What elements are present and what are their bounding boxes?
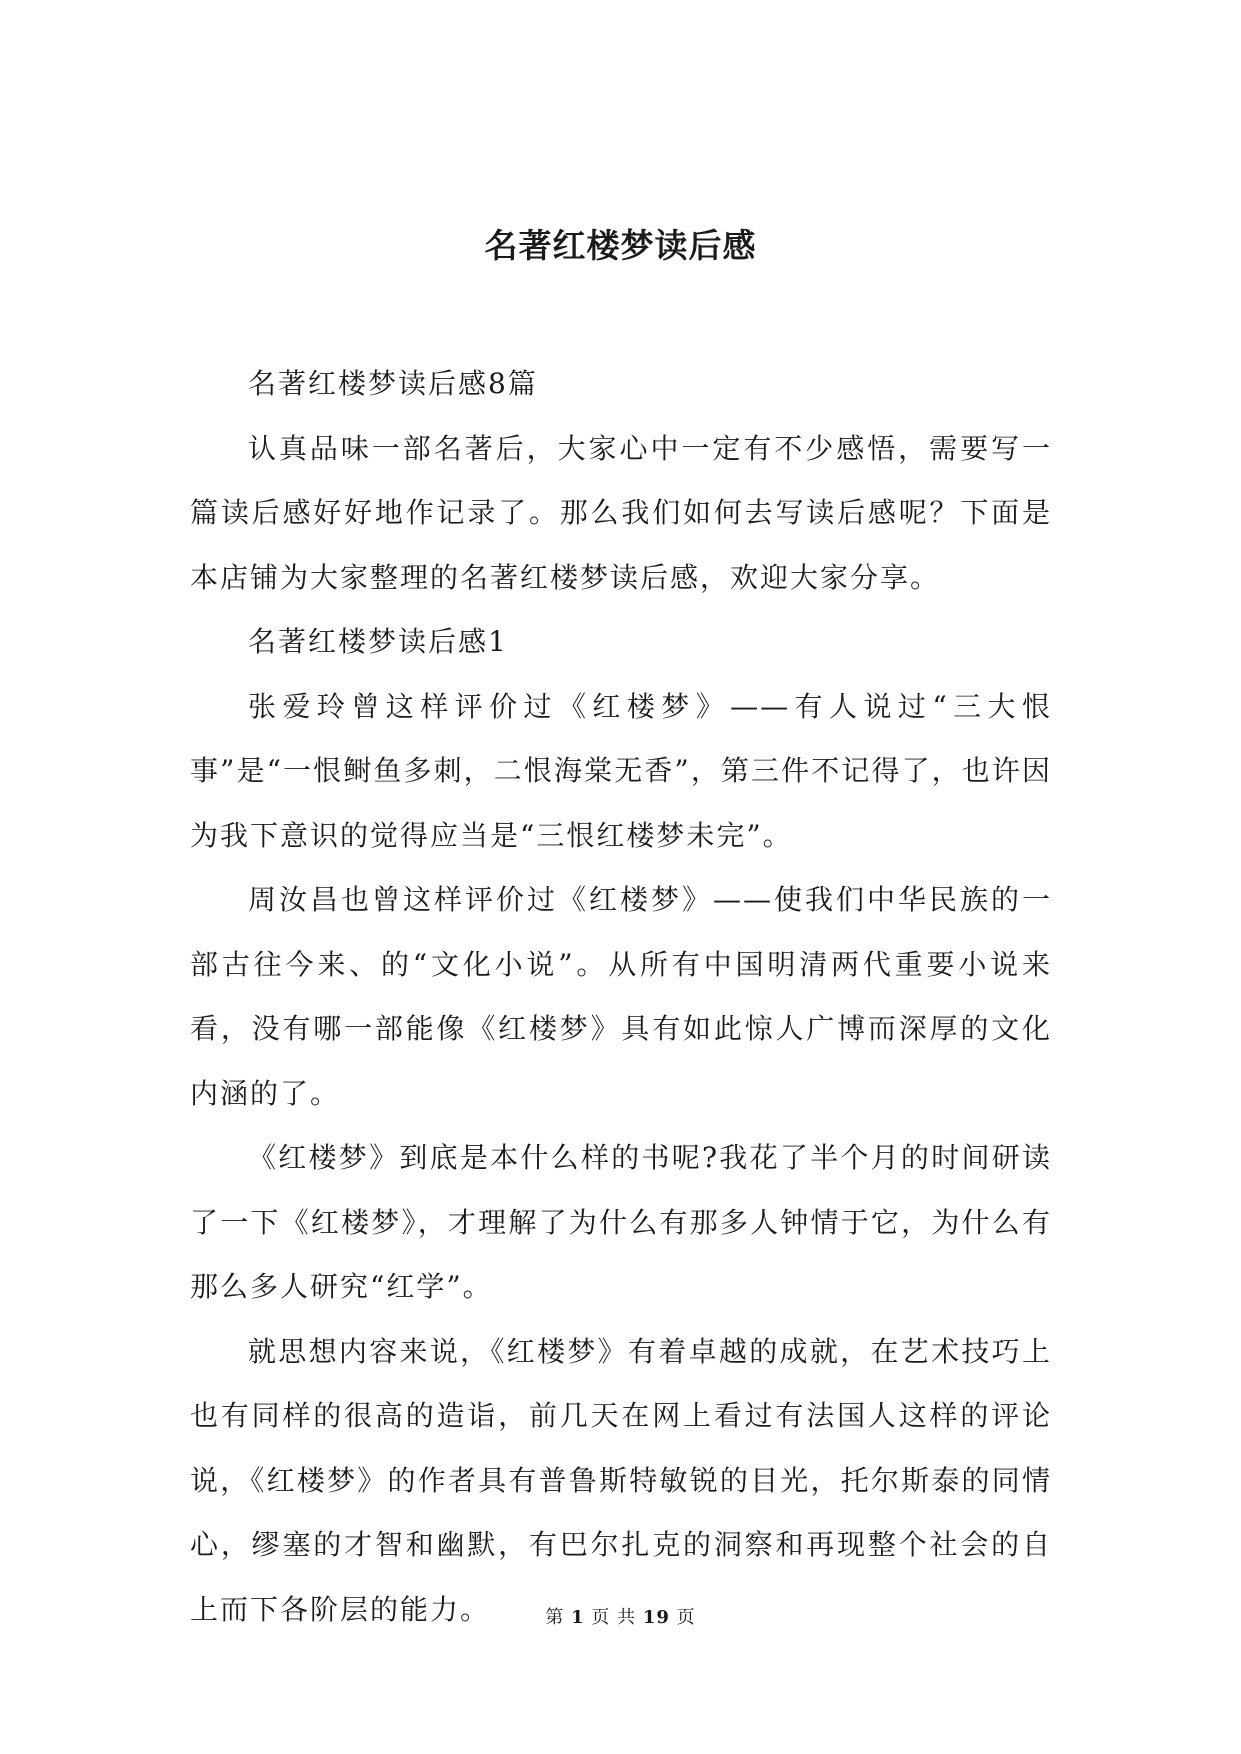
page-footer xyxy=(0,1606,1241,1630)
footer-suffix: 页 xyxy=(676,1607,696,1628)
paragraph-subtitle: 名著红楼梦读后感8篇 xyxy=(248,367,538,400)
footer-middle: 页 共 xyxy=(591,1607,637,1628)
page-number: 1 xyxy=(571,1607,585,1628)
paragraph: 周汝昌也曾这样评价过《红楼梦》——使我们中华民族的一部古往今来、的“文化小说”。从所有中国明清两代重要小说来看，没有哪一部能像《红楼梦》具有如此惊人广博而深厚的文化内涵的了。 xyxy=(190,883,1052,1110)
page-total: 19 xyxy=(642,1607,670,1628)
paragraph: 张爱玲曾这样评价过《红楼梦》——有人说过“三大恨事”是“一恨鲥鱼多刺，二恨海棠无香”，第三件不记得了，也许因为我下意识的觉得应当是“三恨红楼梦未完”。 xyxy=(190,689,1052,852)
paragraph-intro: 认真品味一部名著后，大家心中一定有不少感悟，需要写一篇读后感好好地作记录了。那么我们如何去写读后感呢？下面是本店铺为大家整理的名著红楼梦读后感，欢迎大家分享。 xyxy=(190,431,1052,594)
paragraph-section-heading: 名著红楼梦读后感1 xyxy=(248,625,508,658)
document-body xyxy=(190,352,1052,1642)
paragraph: 就思想内容来说，《红楼梦》有着卓越的成就，在艺术技巧上也有同样的很高的造诣，前几天在网上看过有法国人这样的评论说，《红楼梦》的作者具有普鲁斯特敏锐的目光，托尔斯泰的同情心，缪塞的才智和幽默，有巴尔扎克的洞察和再现整个社会的自上而下各阶层的能力。 xyxy=(190,1334,1052,1626)
footer-prefix: 第 xyxy=(545,1607,565,1628)
document-title: 名著红楼梦读后感 xyxy=(484,226,757,265)
paragraph: 《红楼梦》到底是本什么样的书呢?我花了半个月的时间研读了一下《红楼梦》，才理解了为什么有那多人钟情于它，为什么有那么多人研究“红学”。 xyxy=(190,1141,1052,1303)
